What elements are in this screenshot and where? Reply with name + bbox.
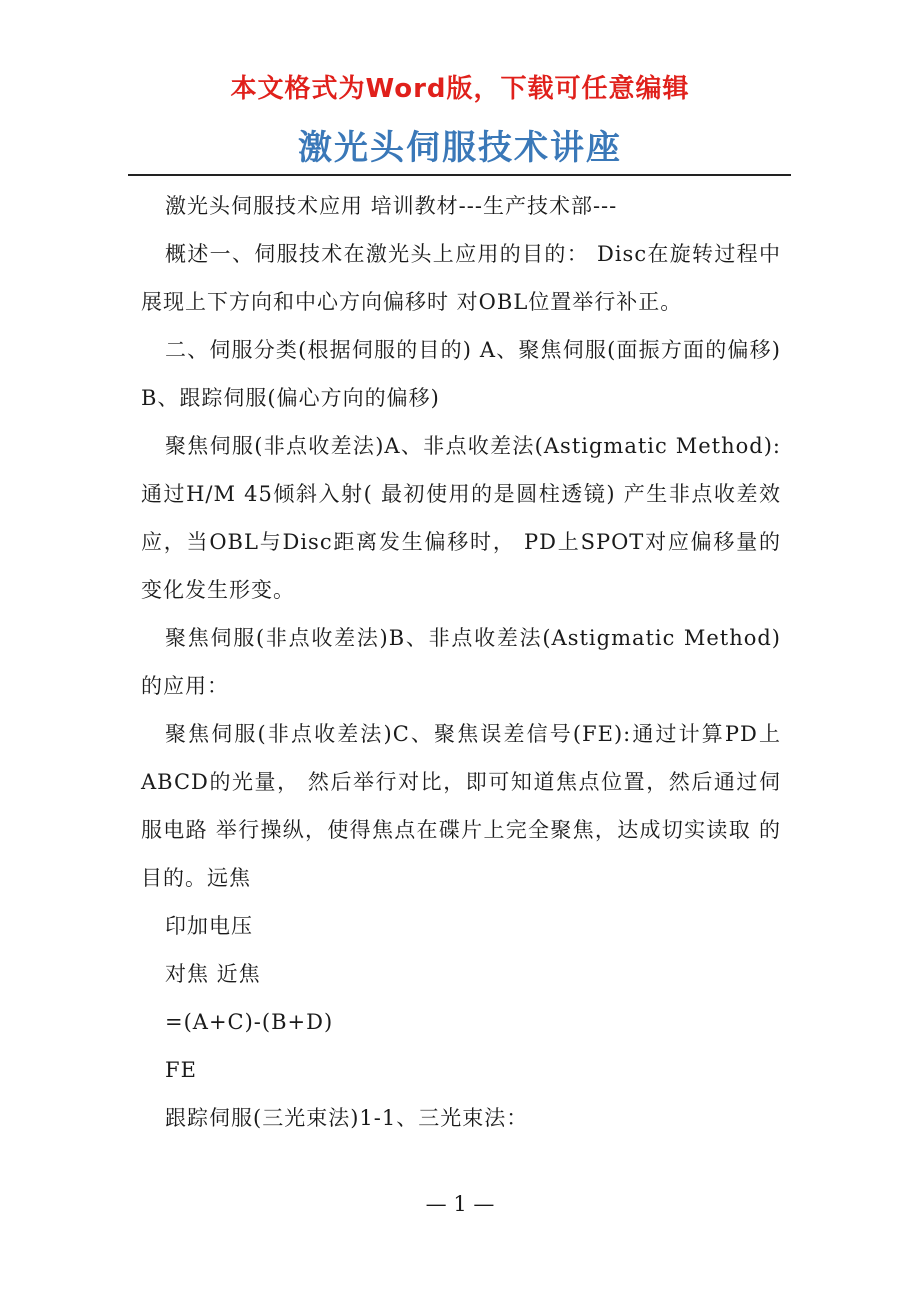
- paragraph-servo-classification: 二、伺服分类(根据伺服的目的) A、聚焦伺服(面振方面的偏移) B、跟踪伺服(偏心方向的偏移): [141, 338, 781, 410]
- paragraph-overview: 概述一、伺服技术在激光头上应用的目的： Disc在旋转过程中展现上下方向和中心方向偏移时 对OBL位置举行补正。: [141, 242, 781, 314]
- paragraph-intro: 激光头伺服技术应用 培训教材---生产技术部---: [165, 194, 618, 218]
- document-body: [141, 182, 781, 1142]
- paragraph-focus-servo-c: 聚焦伺服(非点收差法)C、聚焦误差信号(FE):通过计算PD上ABCD的光量， 然后举行对比，即可知道焦点位置，然后通过伺服电路 举行操纵，使得焦点在碟片上完全聚焦，达成切实读取 的目的。远焦: [141, 722, 781, 890]
- paragraph-focus-servo-a: 聚焦伺服(非点收差法)A、非点收差法(Astigmatic Method):通过H/M 45倾斜入射( 最初使用的是圆柱透镜) 产生非点收差效应，当OBL与Disc距离发生偏移时， PD上SPOT对应偏移量的变化发生形变。: [141, 434, 781, 602]
- paragraph-fe: FE: [165, 1058, 197, 1082]
- paragraph-formula: =(A+C)-(B+D): [165, 1010, 334, 1034]
- document-title: 激光头伺服技术讲座: [298, 128, 622, 168]
- paragraph-focus-servo-b: 聚焦伺服(非点收差法)B、非点收差法(Astigmatic Method)的应用：: [141, 626, 781, 698]
- paragraph-tracking-servo: 跟踪伺服(三光束法)1-1、三光束法：: [165, 1106, 529, 1130]
- paragraph-focus-near: 对焦 近焦: [165, 962, 261, 986]
- format-notice-banner: 本文格式为Word版，下载可任意编辑: [230, 74, 690, 104]
- paragraph-applied-voltage: 印加电压: [165, 914, 253, 938]
- page-number: — 1 —: [425, 1192, 495, 1216]
- title-divider: [128, 174, 791, 176]
